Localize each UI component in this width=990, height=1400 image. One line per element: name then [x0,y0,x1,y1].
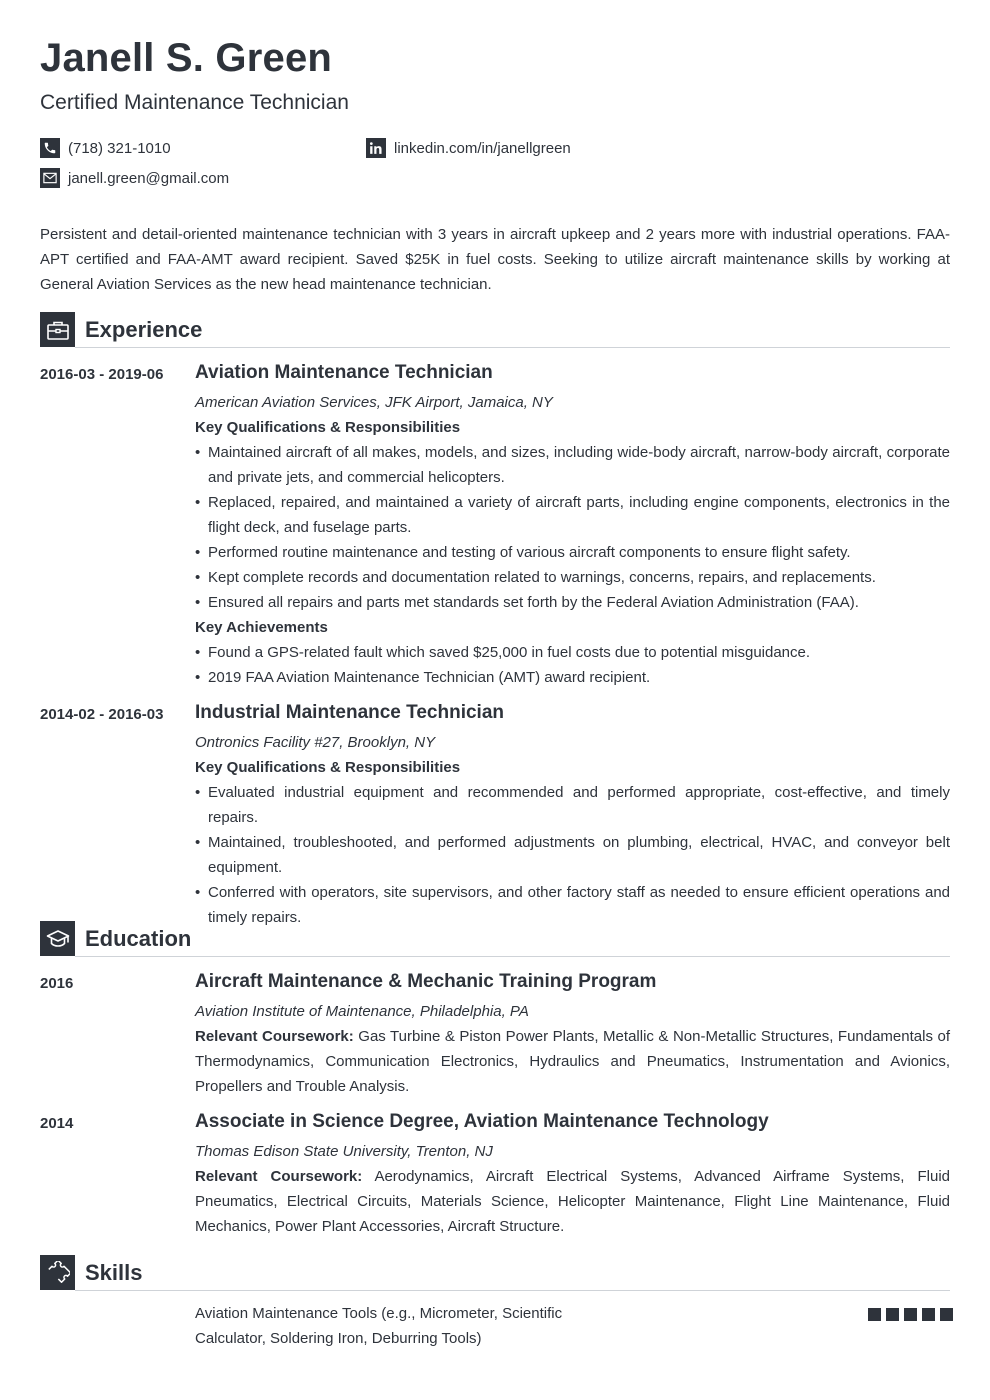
section-divider [75,956,950,957]
envelope-icon [40,168,60,188]
job-company: Ontronics Facility #27, Brooklyn, NY [195,734,436,751]
job-role: Industrial Maintenance Technician [195,702,504,723]
coursework [195,1164,950,1239]
phone-text: (718) 321-1010 [68,139,171,157]
profile-summary: Persistent and detail-oriented maintenance technician with 3 years in aircraft upkeep and 2 years more with industrial operations. FAA-APT certified and FAA-AMT award recipient. Saved $25K in fuel costs. Seeking to utilize aircraft maintenance skills by working at General Aviation Services as the new head maintenance technician. [40,226,950,293]
skill-level-dot [886,1308,899,1321]
coursework-label: Relevant Coursework: [195,1028,354,1045]
coursework [195,1024,950,1099]
experience-section-header [40,312,950,348]
puzzle-piece-icon [40,1255,75,1290]
list-item: • 2019 FAA Aviation Maintenance Technician (AMT) award recipient. [195,665,950,690]
skill-level-dot [940,1308,953,1321]
school-name: Aviation Institute of Maintenance, Philadelphia, PA [195,1003,529,1020]
degree-title: Associate in Science Degree, Aviation Maintenance Technology [195,1111,769,1132]
job-dates: 2016-03 - 2019-06 [40,366,164,383]
job-role: Aviation Maintenance Technician [195,362,493,383]
briefcase-icon [40,312,75,347]
skill-level-dot [922,1308,935,1321]
contact-email[interactable] [40,168,229,188]
candidate-name: Janell S. Green [40,36,333,80]
skill-level-dot [904,1308,917,1321]
qualifications-heading: Key Qualifications & Responsibilities [195,759,461,776]
skills-section-header [40,1255,950,1291]
education-year: 2016 [40,975,74,992]
list-item: • Replaced, repaired, and maintained a variety of aircraft parts, including engine components, electronics in the flight deck, and fuselage parts. [195,490,950,540]
qualifications-list [195,440,950,615]
list-item: • Kept complete records and documentation related to warnings, concerns, repairs, and replacements. [195,565,950,590]
qualifications-heading: Key Qualifications & Responsibilities [195,419,461,436]
linkedin-icon [366,138,386,158]
skill-level-meter [868,1308,953,1321]
coursework-label: Relevant Coursework: [195,1168,363,1185]
qualifications-list [195,780,950,930]
skills-heading: Skills [85,1260,143,1285]
school-name: Thomas Edison State University, Trenton, NJ [195,1143,493,1160]
education-heading: Education [85,926,192,951]
list-item: • Conferred with operators, site supervisors, and other factory staff as needed to ensure efficient operations and timely repairs. [195,880,950,930]
contact-phone[interactable] [40,138,171,158]
skill-level-dot [868,1308,881,1321]
linkedin-text: linkedin.com/in/janellgreen [394,139,571,157]
list-item: • Evaluated industrial equipment and recommended and performed appropriate, cost-effective, and timely repairs. [195,780,950,830]
phone-icon [40,138,60,158]
list-item: • Maintained, troubleshooted, and performed adjustments on plumbing, electrical, HVAC, and conveyor belt equipment. [195,830,950,880]
coursework-list: Aerodynamics, Aircraft Electrical Systems, Advanced Airframe Systems, Fluid Pneumatics, Electrical Circuits, Materials Science, Helicopter Maintenance, Flight Line Maintenance, Fluid Mechanics, Power Plant Accessories, Aircraft Structure. [195,1168,950,1235]
experience-heading: Experience [85,317,203,342]
section-divider [75,1290,950,1291]
graduation-cap-icon [40,921,75,956]
list-item: • Found a GPS-related fault which saved $25,000 in fuel costs due to potential misguidance. [195,640,950,665]
achievements-heading: Key Achievements [195,619,328,636]
section-divider [75,347,950,348]
contact-linkedin[interactable] [366,138,571,158]
skill-name: Aviation Maintenance Tools (e.g., Micrometer, Scientific Calculator, Soldering Iron, Deburring Tools) [195,1305,563,1347]
job-company: American Aviation Services, JFK Airport, Jamaica, NY [195,394,553,411]
achievements-list [195,640,950,690]
email-text: janell.green@gmail.com [68,169,230,187]
job-dates: 2014-02 - 2016-03 [40,706,164,723]
list-item: • Ensured all repairs and parts met standards set forth by the Federal Aviation Administration (FAA). [195,590,950,615]
coursework-list: Gas Turbine & Piston Power Plants, Metallic & Non-Metallic Structures, Fundamentals of Thermodynamics, Communication Electronics, Hydraulics and Pneumatics, Instrumentation and Avionics, Propellers and Trouble Analysis. [195,1028,950,1095]
candidate-title: Certified Maintenance Technician [40,91,349,114]
degree-title: Aircraft Maintenance & Mechanic Training Program [195,971,657,992]
education-section-header [40,921,950,957]
list-item: • Maintained aircraft of all makes, models, and sizes, including wide-body aircraft, narrow-body aircraft, corporate and private jets, and commercial helicopters. [195,440,950,490]
list-item: • Performed routine maintenance and testing of various aircraft components to ensure flight safety. [195,540,950,565]
education-year: 2014 [40,1115,74,1132]
